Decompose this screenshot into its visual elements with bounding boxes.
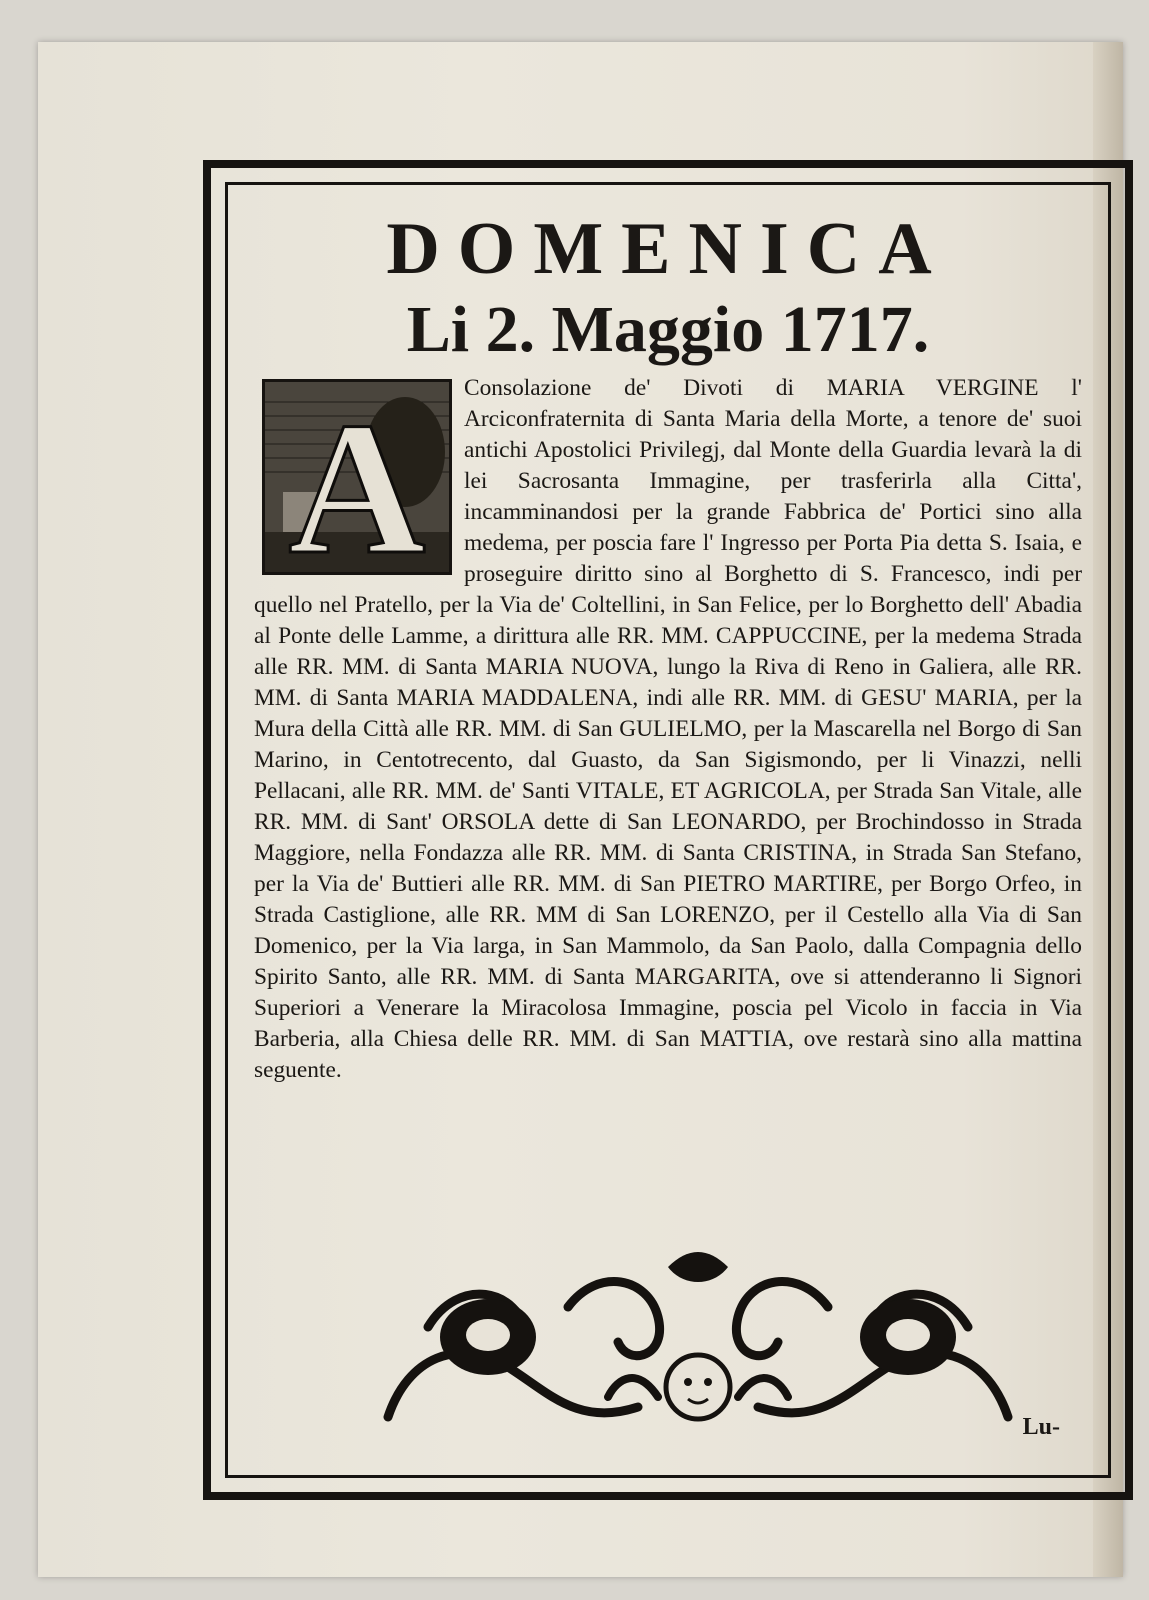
decorated-initial-a-icon [262, 379, 452, 575]
floral-ornament-icon [368, 1247, 1028, 1447]
printed-border-outer [203, 160, 1133, 1500]
catchword: Lu- [1022, 1414, 1060, 1440]
page-content [248, 207, 1088, 1455]
page-sheet [38, 42, 1123, 1577]
body-text: Consolazione de' Divoti di MARIA VERGINE l' Arciconfraternita di Santa Maria della Morte, a tenore de' suoi antichi Apostolici Privilegj, dal Monte della Guardia levarà la di lei Sacrosanta Immagine, per trasferirla alla Citta', incamminandosi per la grande Fabbrica de' Portici sino alla medema, per poscia fare l' Ingresso per Porta Pia detta S. Isaia, e proseguire diritto sino al Borghetto di S. Francesco, indi per quello nel Pratello, per la Via de' Coltellini, in San Felice, per lo Borghetto dell' Abadia al Ponte delle Lamme, a dirittura alle RR. MM. CAPPUCCINE, per la medema Strada alle RR. MM. di Santa MARIA NUOVA, lungo la Riva di Reno in Galiera, alle RR. MM. di Santa MARIA MADDALENA, indi alle RR. MM. di GESU' MARIA, per la Mura della Città alle RR. MM. di San GULIELMO, per la Mascarella nel Borgo di San Marino, in Centotrecento, dal Guasto, da San Sigismondo, per li Vinazzi, nelli Pellacani, alle RR. MM. de' Santi VITALE, ET AGRICOLA, per Strada San Vitale, alle RR. MM. di Sant' ORSOLA dette di San LEONARDO, per Brochindosso in Strada Maggiore, nella Fondazza alle RR. MM. di Santa CRISTINA, in Strada San Stefano, per la Via de' Buttieri alle RR. MM. di San PIETRO MARTIRE, per Borgo Orfeo, in Strada Castiglione, alle RR. MM di San LORENZO, per il Cestello alla Via di San Domenico, per la Via larga, in San Mammolo, da San Paolo, dalla Compagnia dello Spirito Santo, alle RR. MM. di Santa MARGARITA, ove si attenderanno li Signori Superiori a Venerare la Miracolosa Immagine, poscia pel Vicolo in faccia in Via Barberia, alla Chiesa delle RR. MM. di San MATTIA, ove restarà sino alla mattina seguente. [254, 375, 1082, 1083]
page-date: Li 2. Maggio 1717. [406, 293, 930, 366]
page-title: DOMENICA [386, 208, 950, 290]
printed-border-inner [225, 182, 1111, 1478]
initial-letter: A [288, 384, 426, 572]
body-paragraph [248, 373, 1088, 1086]
